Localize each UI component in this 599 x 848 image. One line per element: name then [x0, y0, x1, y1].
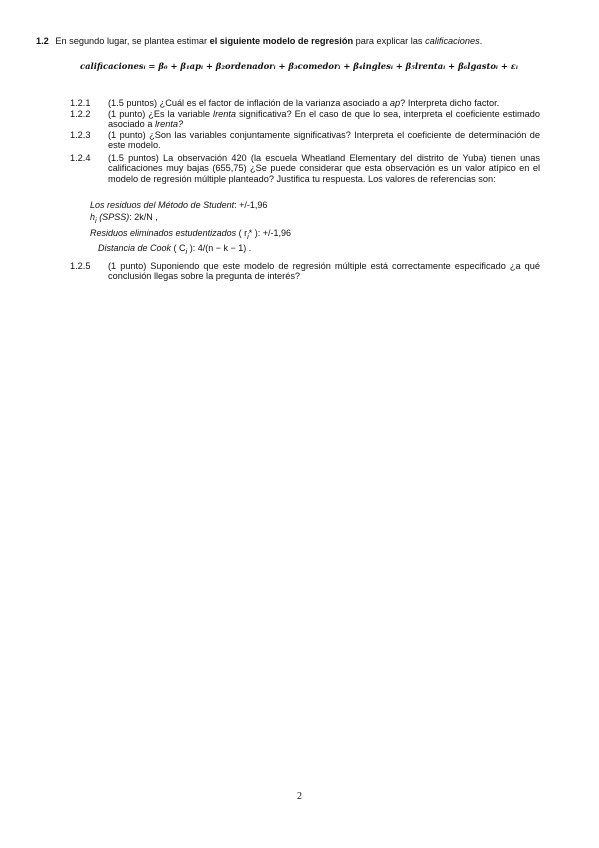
section-number: 1.2: [36, 36, 49, 46]
ref-value: : +/-1,96: [234, 200, 268, 210]
section-intro: [36, 36, 556, 46]
item-number: 1.2.4: [70, 153, 91, 163]
regression-formula: calificacionesᵢ = β₀ + β₁apᵢ + β₂ordenadorᵢ + β₃comedorᵢ + β₄inglesᵢ + β₅lrentaᵢ + β₆lgastoᵢ + εᵢ: [80, 61, 518, 71]
item-text: (1 punto) Suponiendo que este modelo de regresión múltiple está correctamente especificado ¿a qué conclusión llegas sobre la pregunta de interés?: [108, 261, 540, 282]
item-1-2-3: [70, 130, 540, 151]
intro-end: .: [479, 36, 483, 46]
intro-italic: calificaciones: [425, 36, 480, 46]
item-number: 1.2.2: [70, 109, 91, 119]
item-text: (1 punto) ¿Son las variables conjuntamente significativas? Interpreta el coeficiente de determinación de este modelo.: [108, 130, 540, 151]
item-number: 1.2.5: [70, 261, 91, 271]
item-number: 1.2.1: [70, 98, 91, 108]
intro-bold: el siguiente modelo de regresión: [209, 36, 354, 46]
item-1-2-4: [70, 153, 540, 184]
item-italic: lrenta: [213, 109, 237, 119]
ref-student-residuals: [90, 200, 267, 210]
item-text: ? Interpreta dicho factor.: [400, 98, 500, 108]
ref-sub: i: [95, 215, 97, 225]
item-text: (1.5 puntos) ¿Cuál es el factor de inflación de la varianza asociado a: [108, 98, 390, 108]
ref-deleted-residuals: [90, 228, 291, 242]
item-italic: lrenta?: [155, 119, 184, 130]
page-number: 2: [297, 791, 302, 802]
ref-close: ): [187, 243, 193, 253]
item-number: 1.2.3: [70, 130, 91, 140]
ref-paren: ( C: [171, 243, 186, 253]
ref-label: Los residuos del Método de Student: [90, 200, 235, 210]
ref-value: : +/-1,96: [257, 228, 292, 238]
ref-label: h: [90, 212, 96, 222]
ref-star: * ): [248, 228, 258, 238]
intro-text-a: En segundo lugar, se plantea estimar: [55, 36, 210, 46]
ref-value: : 4/(n − k − 1) .: [192, 243, 252, 253]
item-text: significativa? En el caso de que lo sea, interpreta el coeficiente estimado asociado a: [108, 109, 540, 130]
item-1-2-2: [70, 109, 540, 130]
ref-cook-distance: [98, 243, 251, 257]
item-1-2-5: [70, 261, 540, 282]
ref-value: : 2k/N ,: [129, 212, 158, 222]
item-italic: ap: [389, 98, 401, 108]
ref-label: Residuos eliminados estudentizados: [90, 228, 237, 238]
ref-paren: ( r: [236, 228, 248, 238]
ref-label: Distancia de Cook: [98, 243, 172, 253]
item-text: (1 punto) ¿Es la variable: [108, 109, 214, 119]
ref-sub: i: [185, 246, 188, 256]
item-text: (1.5 puntos) La observación 420 (la escuela Wheatland Elementary del distrito de Yuba) tienen unas calificaciones muy bajas (655,75) ¿Se puede considerar que esta observación es un valor atípico en el modelo de regresión múltiple planteado? Justifica tu respuesta. Los valores de referencias son:: [108, 153, 540, 184]
ref-sub: i: [247, 231, 249, 241]
ref-leverage: [90, 212, 158, 226]
item-1-2-1: [70, 98, 540, 108]
intro-text-b: para explicar las: [353, 36, 426, 46]
ref-paren: (SPSS): [96, 212, 130, 222]
